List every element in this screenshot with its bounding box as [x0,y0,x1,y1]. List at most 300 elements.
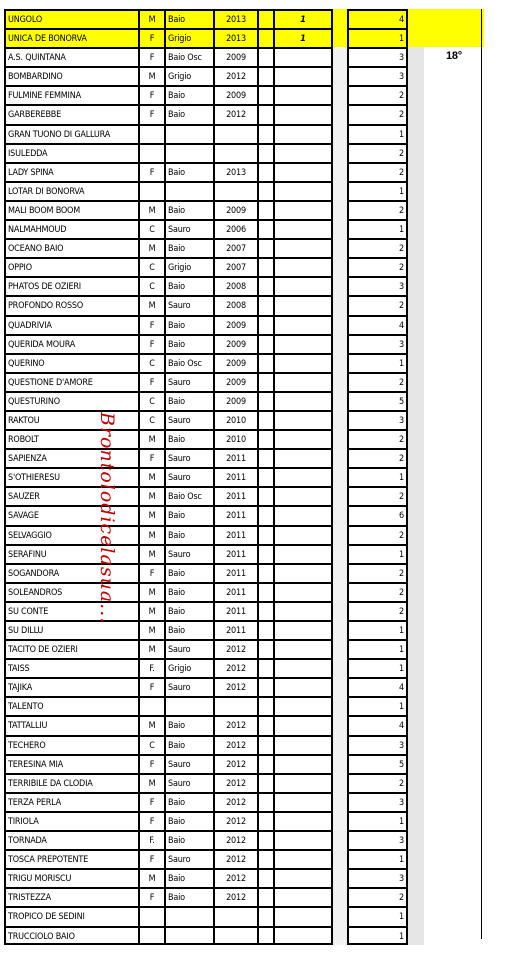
shaded-cell [408,601,424,620]
birth-year-cell: 2008 [213,295,257,314]
blank-cell [257,162,273,181]
spacer-cell [333,830,347,849]
table-row [4,143,514,162]
count-cell: 2 [347,563,408,582]
sex-cell: C [138,735,164,754]
birth-year-cell: 2012 [213,887,257,906]
horse-name-cell: TAJIKA [4,677,138,696]
mark-cell [273,47,333,66]
rank-cell [424,505,484,524]
shaded-cell [408,28,424,47]
sex-cell: M [138,582,164,601]
coat-color-cell: Sauro [164,773,213,792]
table-row [4,525,514,544]
mark-cell [273,200,333,219]
birth-year-cell: 2012 [213,715,257,734]
shaded-cell [408,66,424,85]
birth-year-cell [213,124,257,143]
shaded-cell [408,353,424,372]
mark-cell [273,887,333,906]
mark-cell [273,868,333,887]
sex-cell [138,906,164,925]
rank-cell [424,295,484,314]
blank-cell [257,830,273,849]
horse-name-cell: QUADRIVIA [4,315,138,334]
shaded-cell [408,181,424,200]
blank-cell [257,66,273,85]
table-row [4,601,514,620]
spacer-cell [333,544,347,563]
sex-cell [138,124,164,143]
coat-color-cell: Baio [164,582,213,601]
table-row [4,887,514,906]
mark-cell [273,563,333,582]
coat-color-cell: Baio [164,620,213,639]
mark-cell [273,124,333,143]
spacer-cell [333,620,347,639]
table-row [4,868,514,887]
shaded-cell [408,9,424,28]
spacer-cell [333,276,347,295]
sex-cell [138,143,164,162]
mark-cell [273,696,333,715]
coat-color-cell: Baio [164,868,213,887]
rank-cell [424,334,484,353]
sex-cell: M [138,9,164,28]
horse-name-cell: SAVAGE [4,505,138,524]
mark-cell [273,677,333,696]
sex-cell: M [138,544,164,563]
mark-cell [273,601,333,620]
mark-cell [273,257,333,276]
birth-year-cell: 2007 [213,257,257,276]
rank-cell [424,238,484,257]
count-cell: 2 [347,448,408,467]
rank-cell [424,563,484,582]
shaded-cell [408,257,424,276]
spacer-cell [333,754,347,773]
count-cell: 4 [347,9,408,28]
shaded-cell [408,563,424,582]
table-row [4,544,514,563]
birth-year-cell [213,926,257,945]
coat-color-cell: Baio [164,276,213,295]
rank-cell [424,353,484,372]
rank-cell [424,658,484,677]
mark-cell [273,295,333,314]
mark-cell [273,353,333,372]
rank-cell [424,486,484,505]
blank-cell [257,219,273,238]
coat-color-cell: Baio [164,85,213,104]
mark-cell [273,315,333,334]
birth-year-cell: 2012 [213,792,257,811]
horse-name-cell: SU DILLU [4,620,138,639]
spacer-cell [333,410,347,429]
spacer-cell [333,238,347,257]
blank-cell [257,887,273,906]
table-row [4,906,514,925]
mark-cell [273,391,333,410]
table-row [4,696,514,715]
table-row [4,830,514,849]
count-cell: 4 [347,315,408,334]
coat-color-cell: Baio Osc [164,353,213,372]
rank-cell [424,162,484,181]
birth-year-cell: 2009 [213,47,257,66]
spacer-cell [333,200,347,219]
birth-year-cell: 2009 [213,315,257,334]
count-cell: 1 [347,544,408,563]
birth-year-cell: 2009 [213,372,257,391]
horse-name-cell: TRUCCIOLO BAIO [4,926,138,945]
shaded-cell [408,926,424,945]
blank-cell [257,9,273,28]
horse-name-cell: SAPIENZA [4,448,138,467]
count-cell: 2 [347,582,408,601]
horse-name-cell: QUERINO [4,353,138,372]
spacer-cell [333,257,347,276]
count-cell: 2 [347,85,408,104]
rank-cell [424,868,484,887]
birth-year-cell: 2011 [213,620,257,639]
sex-cell: F. [138,658,164,677]
count-cell: 1 [347,696,408,715]
blank-cell [257,448,273,467]
sex-cell: M [138,868,164,887]
shaded-cell [408,887,424,906]
rank-cell [424,887,484,906]
table-row [4,505,514,524]
blank-cell [257,85,273,104]
spacer-cell [333,773,347,792]
coat-color-cell: Grigio [164,28,213,47]
coat-color-cell: Sauro [164,639,213,658]
sex-cell: F [138,811,164,830]
horse-name-cell: SAUZER [4,486,138,505]
coat-color-cell: Baio [164,563,213,582]
table-row [4,28,514,47]
spacer-cell [333,143,347,162]
count-cell: 3 [347,334,408,353]
spacer-cell [333,715,347,734]
rank-cell [424,639,484,658]
coat-color-cell [164,696,213,715]
blank-cell [257,677,273,696]
horse-name-cell: BOMBARDINO [4,66,138,85]
shaded-cell [408,486,424,505]
spacer-cell [333,391,347,410]
horse-name-cell: LOTAR DI BONORVA [4,181,138,200]
spacer-cell [333,66,347,85]
count-cell: 1 [347,849,408,868]
count-cell: 1 [347,639,408,658]
rank-cell [424,257,484,276]
shaded-cell [408,754,424,773]
count-cell: 2 [347,143,408,162]
count-cell: 2 [347,200,408,219]
table-row [4,811,514,830]
shaded-cell [408,47,424,66]
rank-cell [424,219,484,238]
shaded-cell [408,276,424,295]
sex-cell: F [138,28,164,47]
horse-name-cell: TECHERO [4,735,138,754]
coat-color-cell: Sauro [164,544,213,563]
count-cell: 2 [347,887,408,906]
count-cell: 2 [347,773,408,792]
count-cell: 2 [347,104,408,123]
birth-year-cell: 2009 [213,391,257,410]
coat-color-cell: Baio [164,735,213,754]
horse-name-cell: LADY SPINA [4,162,138,181]
sex-cell: C [138,353,164,372]
shaded-cell [408,295,424,314]
sex-cell: F [138,792,164,811]
spacer-cell [333,429,347,448]
spacer-cell [333,219,347,238]
spacer-cell [333,181,347,200]
mark-cell [273,505,333,524]
spacer-cell [333,162,347,181]
sex-cell: C [138,257,164,276]
mark-cell: 1 [273,9,333,28]
coat-color-cell: Sauro [164,849,213,868]
birth-year-cell: 2009 [213,85,257,104]
spacer-cell [333,448,347,467]
shaded-cell [408,219,424,238]
rank-cell [424,677,484,696]
table-row [4,715,514,734]
sex-cell: C [138,219,164,238]
blank-cell [257,525,273,544]
shaded-cell [408,391,424,410]
horse-name-cell: SU CONTE [4,601,138,620]
mark-cell [273,181,333,200]
blank-cell [257,104,273,123]
birth-year-cell: 2010 [213,429,257,448]
count-cell: 2 [347,162,408,181]
table-row [4,754,514,773]
table-row [4,677,514,696]
coat-color-cell: Grigio [164,66,213,85]
rank-cell [424,849,484,868]
table-row [4,353,514,372]
blank-cell [257,467,273,486]
horse-name-cell: S'OTHIERESU [4,467,138,486]
count-cell: 2 [347,486,408,505]
sex-cell: F [138,315,164,334]
sex-cell: M [138,639,164,658]
blank-cell [257,28,273,47]
count-cell: 3 [347,868,408,887]
shaded-cell [408,525,424,544]
horse-name-cell: TATTALLIU [4,715,138,734]
shaded-cell [408,792,424,811]
table-row [4,639,514,658]
coat-color-cell: Baio [164,505,213,524]
mark-cell [273,429,333,448]
coat-color-cell: Baio [164,811,213,830]
birth-year-cell: 2009 [213,200,257,219]
count-cell: 1 [347,658,408,677]
birth-year-cell: 2012 [213,639,257,658]
blank-cell [257,658,273,677]
horse-name-cell: OPPIO [4,257,138,276]
count-cell: 1 [347,926,408,945]
table-row [4,658,514,677]
spacer-cell [333,486,347,505]
birth-year-cell: 2012 [213,104,257,123]
blank-cell [257,238,273,257]
birth-year-cell: 2011 [213,601,257,620]
table-row [4,467,514,486]
sex-cell: F [138,334,164,353]
shaded-cell [408,830,424,849]
mark-cell [273,792,333,811]
blank-cell [257,792,273,811]
sex-cell: C [138,391,164,410]
mark-cell [273,448,333,467]
count-cell: 5 [347,391,408,410]
birth-year-cell: 2011 [213,563,257,582]
count-cell: 3 [347,735,408,754]
coat-color-cell: Grigio [164,658,213,677]
spacer-cell [333,811,347,830]
blank-cell [257,257,273,276]
spacer-cell [333,887,347,906]
birth-year-cell: 2013 [213,28,257,47]
coat-color-cell: Baio [164,238,213,257]
blank-cell [257,372,273,391]
spacer-cell [333,849,347,868]
rank-cell: 18° [445,50,463,63]
shaded-cell [408,85,424,104]
sex-cell: F [138,563,164,582]
horse-name-cell: TRIGU MORISCU [4,868,138,887]
birth-year-cell: 2011 [213,505,257,524]
horse-name-cell: TAISS [4,658,138,677]
sex-cell [138,926,164,945]
horse-name-cell: GARBEREBBE [4,104,138,123]
count-cell: 3 [347,47,408,66]
horse-name-cell: NALMAHMOUD [4,219,138,238]
table-row [4,773,514,792]
rank-cell [424,372,484,391]
horse-name-cell: A.S. QUINTANA [4,47,138,66]
blank-cell [257,486,273,505]
spacer-cell [333,505,347,524]
spacer-cell [333,906,347,925]
birth-year-cell: 2012 [213,773,257,792]
horse-name-cell: ROBOLT [4,429,138,448]
mark-cell [273,754,333,773]
blank-cell [257,868,273,887]
birth-year-cell: 2008 [213,276,257,295]
birth-year-cell: 2012 [213,677,257,696]
rank-cell [424,200,484,219]
horse-name-cell: TROPICO DE SEDINI [4,906,138,925]
sex-cell: M [138,429,164,448]
table-row [4,219,514,238]
birth-year-cell: 2012 [213,754,257,773]
sex-cell: M [138,238,164,257]
sex-cell: M [138,505,164,524]
mark-cell [273,773,333,792]
rank-cell [424,830,484,849]
count-cell: 2 [347,601,408,620]
mark-cell [273,162,333,181]
horse-name-cell: SERAFINU [4,544,138,563]
horse-name-cell: SOLEANDROS [4,582,138,601]
sex-cell: M [138,467,164,486]
birth-year-cell: 2006 [213,219,257,238]
shaded-cell [408,200,424,219]
spacer-cell [333,926,347,945]
blank-cell [257,47,273,66]
table-row [4,238,514,257]
horse-name-cell: TERESINA MIA [4,754,138,773]
birth-year-cell: 2012 [213,868,257,887]
spacer-cell [333,868,347,887]
count-cell: 1 [347,467,408,486]
birth-year-cell: 2011 [213,486,257,505]
shaded-cell [408,658,424,677]
rank-cell [424,28,484,47]
shaded-cell [408,620,424,639]
column-divider [481,9,482,939]
sex-cell: F [138,104,164,123]
horse-name-cell: SOGANDORA [4,563,138,582]
table-row [4,257,514,276]
sex-cell: F [138,849,164,868]
table-row [4,315,514,334]
rank-cell [424,315,484,334]
table-row [4,334,514,353]
birth-year-cell: 2012 [213,66,257,85]
shaded-cell [408,334,424,353]
shaded-cell [408,162,424,181]
sex-cell: M [138,486,164,505]
horse-name-cell: RAKTOU [4,410,138,429]
horse-name-cell: TIRIOLA [4,811,138,830]
mark-cell [273,143,333,162]
spacer-cell [333,334,347,353]
shaded-cell [408,467,424,486]
coat-color-cell [164,124,213,143]
shaded-cell [408,238,424,257]
sex-cell: M [138,525,164,544]
shaded-cell [408,715,424,734]
blank-cell [257,295,273,314]
mark-cell [273,85,333,104]
count-cell: 2 [347,238,408,257]
table-row [4,849,514,868]
horse-name-cell: QUESTIONE D'AMORE [4,372,138,391]
blank-cell [257,410,273,429]
sex-cell: F [138,677,164,696]
horse-name-cell: QUESTURINO [4,391,138,410]
rank-cell [424,792,484,811]
rank-cell [424,143,484,162]
birth-year-cell: 2012 [213,830,257,849]
mark-cell [273,544,333,563]
table-row [4,563,514,582]
sex-cell: M [138,295,164,314]
coat-color-cell: Baio [164,9,213,28]
count-cell: 1 [347,219,408,238]
rank-cell [424,410,484,429]
